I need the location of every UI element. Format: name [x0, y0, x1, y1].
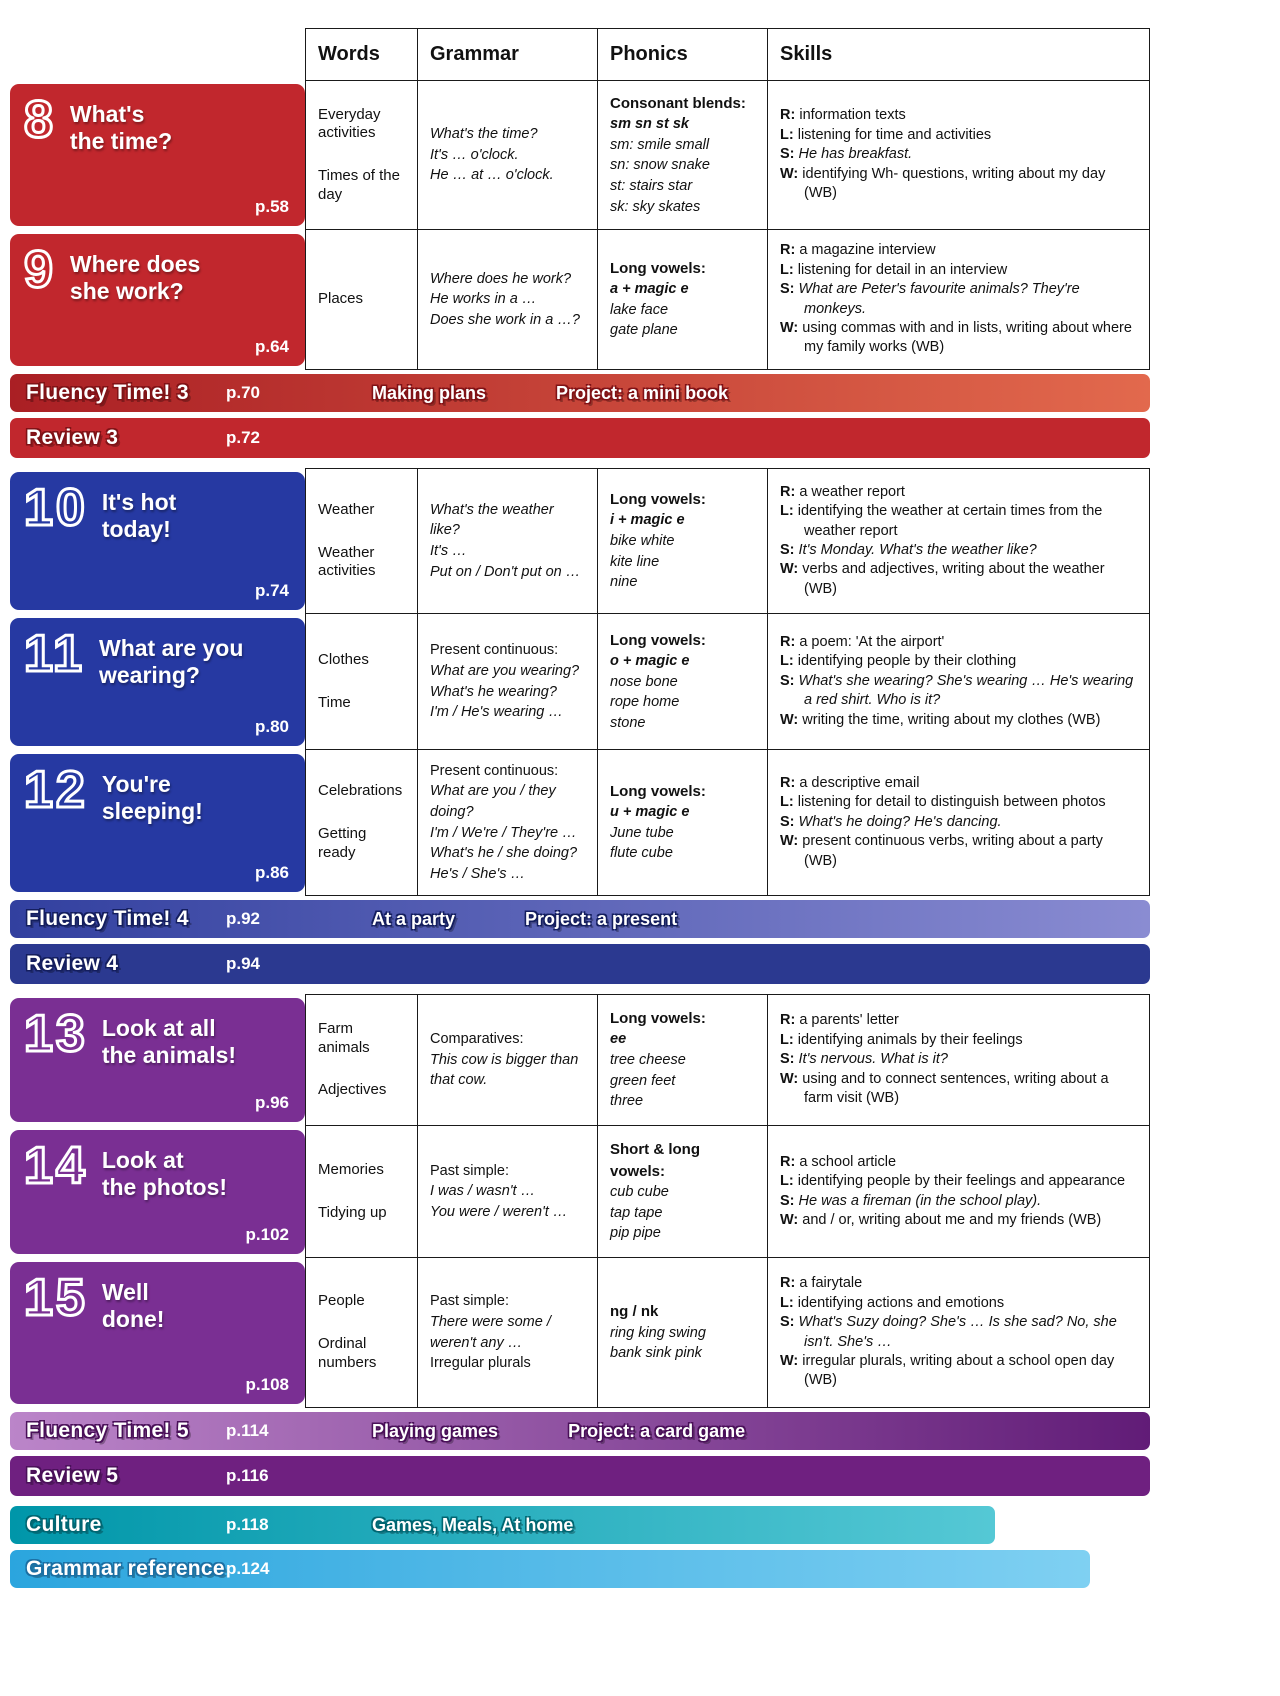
unit-page-number: p.102	[245, 1225, 289, 1244]
phonics-line: Long vowels:	[610, 631, 706, 649]
unit-row-12	[10, 750, 1160, 896]
unit-row-10	[10, 468, 1160, 614]
phonics-cell	[597, 1258, 767, 1408]
skill-label: L:	[780, 1294, 798, 1311]
bar-page-number: p.92	[226, 909, 261, 928]
phonics-line: i + magic e	[610, 512, 685, 529]
skill-line: S: What are Peter's favourite animals? They're monkeys.	[780, 281, 1080, 317]
skills-cell	[767, 1126, 1150, 1258]
phonics-line: lake face	[610, 301, 669, 318]
unit-page-number: p.58	[254, 197, 289, 216]
phonics-line: nose bone	[610, 673, 678, 690]
phonics-line: a + magic e	[610, 281, 689, 298]
column-header-phonics: Phonics	[597, 28, 767, 80]
review-4-bar	[10, 944, 1150, 984]
skill-line: W: writing the time, writing about my clothes (WB)	[780, 711, 1101, 728]
words-cell	[305, 230, 417, 370]
unit-title: Where does she work?	[69, 251, 201, 305]
words-cell	[305, 80, 417, 230]
words-cell	[305, 614, 417, 750]
phonics-cell	[597, 994, 767, 1126]
bar-title: Fluency Time! 3	[26, 381, 189, 404]
grammar-line: It's …	[430, 543, 467, 559]
phonics-cell	[597, 614, 767, 750]
grammar-cell	[417, 80, 597, 230]
unit-page-number: p.74	[254, 581, 289, 600]
phonics-cell	[597, 1126, 767, 1258]
unit-cell	[10, 230, 305, 370]
grammar-line: Irregular plurals	[430, 1355, 531, 1372]
culture-bar	[10, 1506, 995, 1544]
skill-line: S: What's he doing? He's dancing.	[780, 813, 1002, 830]
skill-label: W:	[780, 165, 803, 182]
skill-line: W: identifying Wh- questions, writing about my day (WB)	[780, 165, 1106, 202]
phonics-line: ee	[610, 1031, 627, 1048]
phonics-line: Long vowels:	[610, 259, 706, 277]
unit-head	[24, 625, 291, 689]
unit-cell	[10, 1258, 305, 1408]
skill-line: L: identifying actions and emotions	[780, 1294, 1005, 1311]
phonics-line: pip pipe	[610, 1225, 661, 1242]
unit-title: You're sleeping!	[101, 771, 203, 825]
unit-title-block	[10, 234, 305, 366]
unit-row-8	[10, 80, 1160, 230]
words-item: Weather	[318, 500, 375, 518]
bar-page-number: p.116	[226, 1466, 269, 1485]
phonics-line: st: stairs star	[610, 177, 693, 194]
skill-line: S: He was a fireman (in the school play).	[780, 1192, 1042, 1209]
unit-page-number: p.80	[254, 717, 289, 736]
phonics-line: sk: sky skates	[610, 198, 701, 215]
unit-title-block	[10, 754, 305, 892]
skills-cell	[767, 230, 1150, 370]
words-item: Ordinal numbers	[318, 1335, 377, 1371]
unit-title-block	[10, 998, 305, 1122]
words-item: Farm animals	[318, 1019, 370, 1056]
words-item: Places	[318, 290, 364, 308]
bar-item: Making plans	[372, 382, 487, 403]
words-cell	[305, 1126, 417, 1258]
phonics-line: ng / nk	[610, 1303, 659, 1321]
bar-title: Fluency Time! 4	[26, 907, 189, 930]
unit-head	[24, 241, 291, 305]
skill-line: R: a fairytale	[780, 1275, 863, 1292]
phonics-cell	[597, 468, 767, 614]
phonics-line: Long vowels:	[610, 491, 706, 509]
skill-line: L: listening for detail to distinguish between photos	[780, 794, 1106, 811]
phonics-line: flute cube	[610, 845, 673, 862]
bar-page-number: p.70	[226, 383, 261, 402]
phonics-cell	[597, 750, 767, 896]
phonics-line: bank sink pink	[610, 1345, 702, 1362]
words-cell	[305, 1258, 417, 1408]
unit-row-9	[10, 230, 1160, 370]
words-item: Memories	[318, 1160, 384, 1178]
unit-title-block	[10, 472, 305, 610]
skills-cell	[767, 614, 1150, 750]
grammar-cell	[417, 750, 597, 896]
skill-line: W: using and to connect sentences, writing about a farm visit (WB)	[780, 1070, 1109, 1107]
units-table-segment	[10, 994, 1160, 1408]
skill-line: W: verbs and adjectives, writing about the weather (WB)	[780, 561, 1105, 597]
phonics-line: Long vowels:	[610, 1010, 706, 1028]
skill-line: R: a magazine interview	[780, 242, 936, 259]
grammar-line: There were some / weren't any …	[430, 1313, 551, 1351]
skill-line: R: a descriptive email	[780, 774, 920, 791]
skill-line: S: He has breakfast.	[780, 146, 913, 163]
unit-title-block	[10, 618, 305, 746]
skill-line: W: and / or, writing about me and my friends (WB)	[780, 1211, 1102, 1228]
phonics-line: June tube	[610, 824, 674, 841]
unit-head	[24, 1005, 291, 1069]
phonics-line: kite line	[610, 553, 660, 570]
phonics-line: tree cheese	[610, 1052, 686, 1069]
grammar-line: Where does he work?	[430, 270, 572, 287]
skills-cell	[767, 994, 1150, 1126]
skill-line: L: identifying the weather at certain times from the weather report	[780, 503, 1103, 539]
bar-item: Playing games	[372, 1420, 499, 1441]
skill-line: W: using commas with and in lists, writing about where my family works (WB)	[780, 319, 1132, 356]
unit-head	[24, 479, 291, 543]
skill-line: W: present continuous verbs, writing about a party (WB)	[780, 833, 1103, 869]
phonics-line: Consonant blends:	[610, 94, 746, 112]
grammar-line: I'm / He's wearing …	[430, 704, 563, 721]
unit-number: 10	[24, 479, 88, 537]
grammar-line: This cow is bigger than that cow.	[430, 1051, 579, 1089]
skill-line: S: It's Monday. What's the weather like?	[780, 542, 1037, 558]
skill-line: S: What's Suzy doing? She's … Is she sad? No, she isn't. She's …	[780, 1314, 1117, 1350]
grammar-line: What's the time?	[430, 126, 538, 143]
skill-label: L:	[780, 1173, 798, 1190]
unit-page-number: p.108	[245, 1375, 289, 1394]
skill-label: W:	[780, 833, 803, 850]
skill-label: S:	[780, 542, 799, 558]
words-item: Getting ready	[318, 825, 367, 861]
skills-cell	[767, 80, 1150, 230]
skill-line: R: a poem: 'At the airport'	[780, 633, 945, 650]
skill-label: S:	[780, 1051, 799, 1068]
skill-line: L: identifying people by their feelings and appearance	[780, 1173, 1126, 1190]
skills-cell	[767, 750, 1150, 896]
bar-title: Review 4	[26, 952, 119, 975]
unit-cell	[10, 80, 305, 230]
unit-page-number: p.96	[254, 1093, 289, 1112]
phonics-cell	[597, 230, 767, 370]
skill-line: L: identifying people by their clothing	[780, 653, 1017, 670]
bar-title: Culture	[26, 1513, 102, 1536]
words-item: Time	[318, 693, 351, 711]
skill-label: S:	[780, 1192, 799, 1209]
skill-label: W:	[780, 1352, 803, 1369]
words-item: Celebrations	[318, 782, 403, 800]
bar-item: Games, Meals, At home	[372, 1514, 574, 1535]
column-header-skills: Skills	[767, 28, 1150, 80]
bar-title: Review 3	[26, 426, 119, 449]
skill-label: W:	[780, 711, 803, 728]
grammar-line: Past simple:	[430, 1293, 509, 1310]
skills-cell	[767, 1258, 1150, 1408]
unit-head	[24, 1269, 291, 1333]
skill-line: L: listening for time and activities	[780, 126, 992, 143]
unit-number: 9	[24, 241, 56, 299]
words-item: Clothes	[318, 650, 369, 668]
grammar-line: Comparatives:	[430, 1031, 524, 1048]
unit-title: What are you wearing?	[98, 635, 244, 689]
phonics-line: cub cube	[610, 1183, 669, 1200]
grammar-reference-bar	[10, 1550, 1090, 1588]
bar-title: Review 5	[26, 1464, 119, 1487]
bar-page-number: p.114	[226, 1421, 269, 1440]
bar-item: Project: a mini book	[556, 382, 729, 403]
unit-number: 15	[24, 1269, 88, 1327]
phonics-line: stone	[610, 714, 646, 731]
unit-number: 8	[24, 91, 56, 149]
phonics-line: nine	[610, 574, 638, 591]
units-table-segment	[10, 80, 1160, 370]
bar-item: Project: a present	[525, 908, 678, 929]
phonics-line: three	[610, 1093, 644, 1110]
skill-label: W:	[780, 1070, 803, 1087]
phonics-line: rope home	[610, 694, 680, 711]
unit-row-13	[10, 994, 1160, 1126]
skill-line: W: irregular plurals, writing about a school open day (WB)	[780, 1352, 1115, 1389]
skill-label: L:	[780, 1031, 798, 1048]
phonics-cell	[597, 80, 767, 230]
skill-label: S:	[780, 672, 799, 689]
table-header-row	[10, 28, 1160, 80]
grammar-line: Present continuous:	[430, 642, 559, 659]
phonics-line: sm sn st sk	[610, 116, 689, 133]
words-cell	[305, 468, 417, 614]
unit-number: 13	[24, 1005, 88, 1063]
column-header-grammar: Grammar	[417, 28, 597, 80]
fluency-time-5-bar	[10, 1412, 1150, 1450]
review-3-bar	[10, 418, 1150, 458]
unit-title-block	[10, 1130, 305, 1254]
grammar-line: He … at … o'clock.	[430, 167, 554, 184]
grammar-line: What's the weather like?	[430, 501, 554, 539]
bar-page-number: p.118	[226, 1515, 269, 1534]
skill-label: W:	[780, 561, 803, 578]
phonics-line: Long vowels:	[610, 782, 706, 800]
skill-label: R:	[780, 633, 800, 650]
grammar-line: Does she work in a …?	[430, 311, 580, 328]
unit-title: Look at the photos!	[101, 1147, 228, 1201]
unit-title-block	[10, 1262, 305, 1404]
phonics-line: sn: snow snake	[610, 157, 710, 174]
phonics-line: ring king swing	[610, 1324, 706, 1341]
grammar-line: What are you wearing?	[430, 662, 580, 679]
skill-line: R: a parents' letter	[780, 1012, 899, 1029]
phonics-line: green feet	[610, 1072, 676, 1089]
unit-head	[24, 761, 291, 825]
bar-item: At a party	[372, 908, 456, 929]
bar-item: Project: a card game	[568, 1420, 746, 1441]
unit-row-11	[10, 614, 1160, 750]
grammar-line: What are you / they doing?	[430, 783, 556, 820]
unit-title: What's the time?	[69, 101, 173, 155]
phonics-line: u + magic e	[610, 804, 690, 821]
skill-label: S:	[780, 281, 799, 298]
grammar-line: You were / weren't …	[430, 1203, 568, 1220]
fluency-time-4-bar	[10, 900, 1150, 938]
phonics-line: sm: smile small	[610, 136, 710, 153]
phonics-line: bike white	[610, 533, 675, 550]
grammar-cell	[417, 994, 597, 1126]
skill-label: L:	[780, 653, 798, 670]
skill-label: S:	[780, 146, 799, 163]
unit-page-number: p.64	[254, 337, 289, 356]
skill-label: S:	[780, 813, 799, 830]
unit-number: 14	[24, 1137, 88, 1195]
unit-number: 11	[24, 625, 85, 683]
grammar-line: I'm / We're / They're …	[430, 824, 577, 841]
unit-head	[24, 91, 291, 155]
skill-line: R: a school article	[780, 1153, 897, 1170]
skill-label: S:	[780, 1314, 799, 1331]
phonics-line: Short & long vowels:	[610, 1141, 700, 1180]
unit-head	[24, 1137, 291, 1201]
skill-line: S: It's nervous. What is it?	[780, 1051, 948, 1068]
skill-label: W:	[780, 319, 803, 336]
words-cell	[305, 994, 417, 1126]
phonics-line: tap tape	[610, 1204, 663, 1221]
grammar-line: What's he wearing?	[430, 683, 557, 700]
grammar-line: What's he / she doing?	[430, 845, 578, 862]
grammar-cell	[417, 230, 597, 370]
grammar-line: He works in a …	[430, 291, 537, 308]
skill-label: L:	[780, 261, 798, 278]
skill-label: R:	[780, 1275, 800, 1292]
bar-page-number: p.72	[226, 428, 261, 447]
phonics-line: o + magic e	[610, 652, 690, 669]
bar-title: Grammar reference	[26, 1557, 225, 1580]
grammar-cell	[417, 1126, 597, 1258]
column-header-words: Words	[305, 28, 417, 80]
unit-cell	[10, 468, 305, 614]
unit-title: Look at all the animals!	[101, 1015, 237, 1069]
words-item: Everyday activities	[318, 105, 381, 142]
grammar-line: Put on / Don't put on …	[430, 563, 581, 580]
skill-line: R: information texts	[780, 107, 906, 124]
skill-label: R:	[780, 1153, 800, 1170]
skill-label: R:	[780, 1012, 800, 1029]
fluency-time-3-bar	[10, 374, 1150, 412]
header-spacer	[10, 28, 305, 80]
grammar-line: Present continuous:	[430, 762, 559, 779]
skills-cell	[767, 468, 1150, 614]
words-item: Adjectives	[318, 1081, 387, 1099]
skill-label: L:	[780, 126, 798, 143]
unit-title: It's hot today!	[101, 489, 177, 543]
skill-line: L: listening for detail in an interview	[780, 261, 1008, 278]
words-item: Weather activities	[318, 543, 376, 580]
words-cell	[305, 750, 417, 896]
bar-title: Fluency Time! 5	[26, 1419, 189, 1442]
skill-label: W:	[780, 1211, 803, 1228]
contents-rows	[10, 80, 1160, 1588]
grammar-cell	[417, 614, 597, 750]
unit-cell	[10, 614, 305, 750]
unit-cell	[10, 750, 305, 896]
words-item: Times of the day	[318, 167, 400, 203]
skill-label: R:	[780, 774, 800, 791]
words-item: People	[318, 1292, 365, 1310]
grammar-line: It's … o'clock.	[430, 146, 519, 163]
skill-label: L:	[780, 503, 798, 520]
skill-label: L:	[780, 794, 798, 811]
grammar-cell	[417, 1258, 597, 1408]
grammar-line: I was / wasn't …	[430, 1183, 536, 1200]
units-table-segment	[10, 468, 1160, 896]
unit-cell	[10, 994, 305, 1126]
skill-label: R:	[780, 107, 800, 124]
skill-line: R: a weather report	[780, 483, 905, 500]
bar-page-number: p.94	[226, 954, 261, 973]
phonics-line: gate plane	[610, 322, 678, 339]
grammar-line: He's / She's …	[430, 865, 525, 882]
unit-row-15	[10, 1258, 1160, 1408]
grammar-cell	[417, 468, 597, 614]
skill-line: L: identifying animals by their feelings	[780, 1031, 1023, 1048]
words-item: Tidying up	[318, 1203, 387, 1221]
unit-title-block	[10, 84, 305, 226]
grammar-line: Past simple:	[430, 1162, 509, 1179]
skill-label: R:	[780, 242, 800, 259]
unit-page-number: p.86	[254, 863, 289, 882]
bar-page-number: p.124	[226, 1559, 270, 1578]
unit-number: 12	[24, 761, 88, 819]
review-5-bar	[10, 1456, 1150, 1496]
skill-label: R:	[780, 483, 800, 500]
unit-title: Well done!	[101, 1279, 165, 1333]
unit-row-14	[10, 1126, 1160, 1258]
unit-cell	[10, 1126, 305, 1258]
skill-line: S: What's she wearing? She's wearing … He's wearing a red shirt. Who is it?	[780, 672, 1134, 709]
